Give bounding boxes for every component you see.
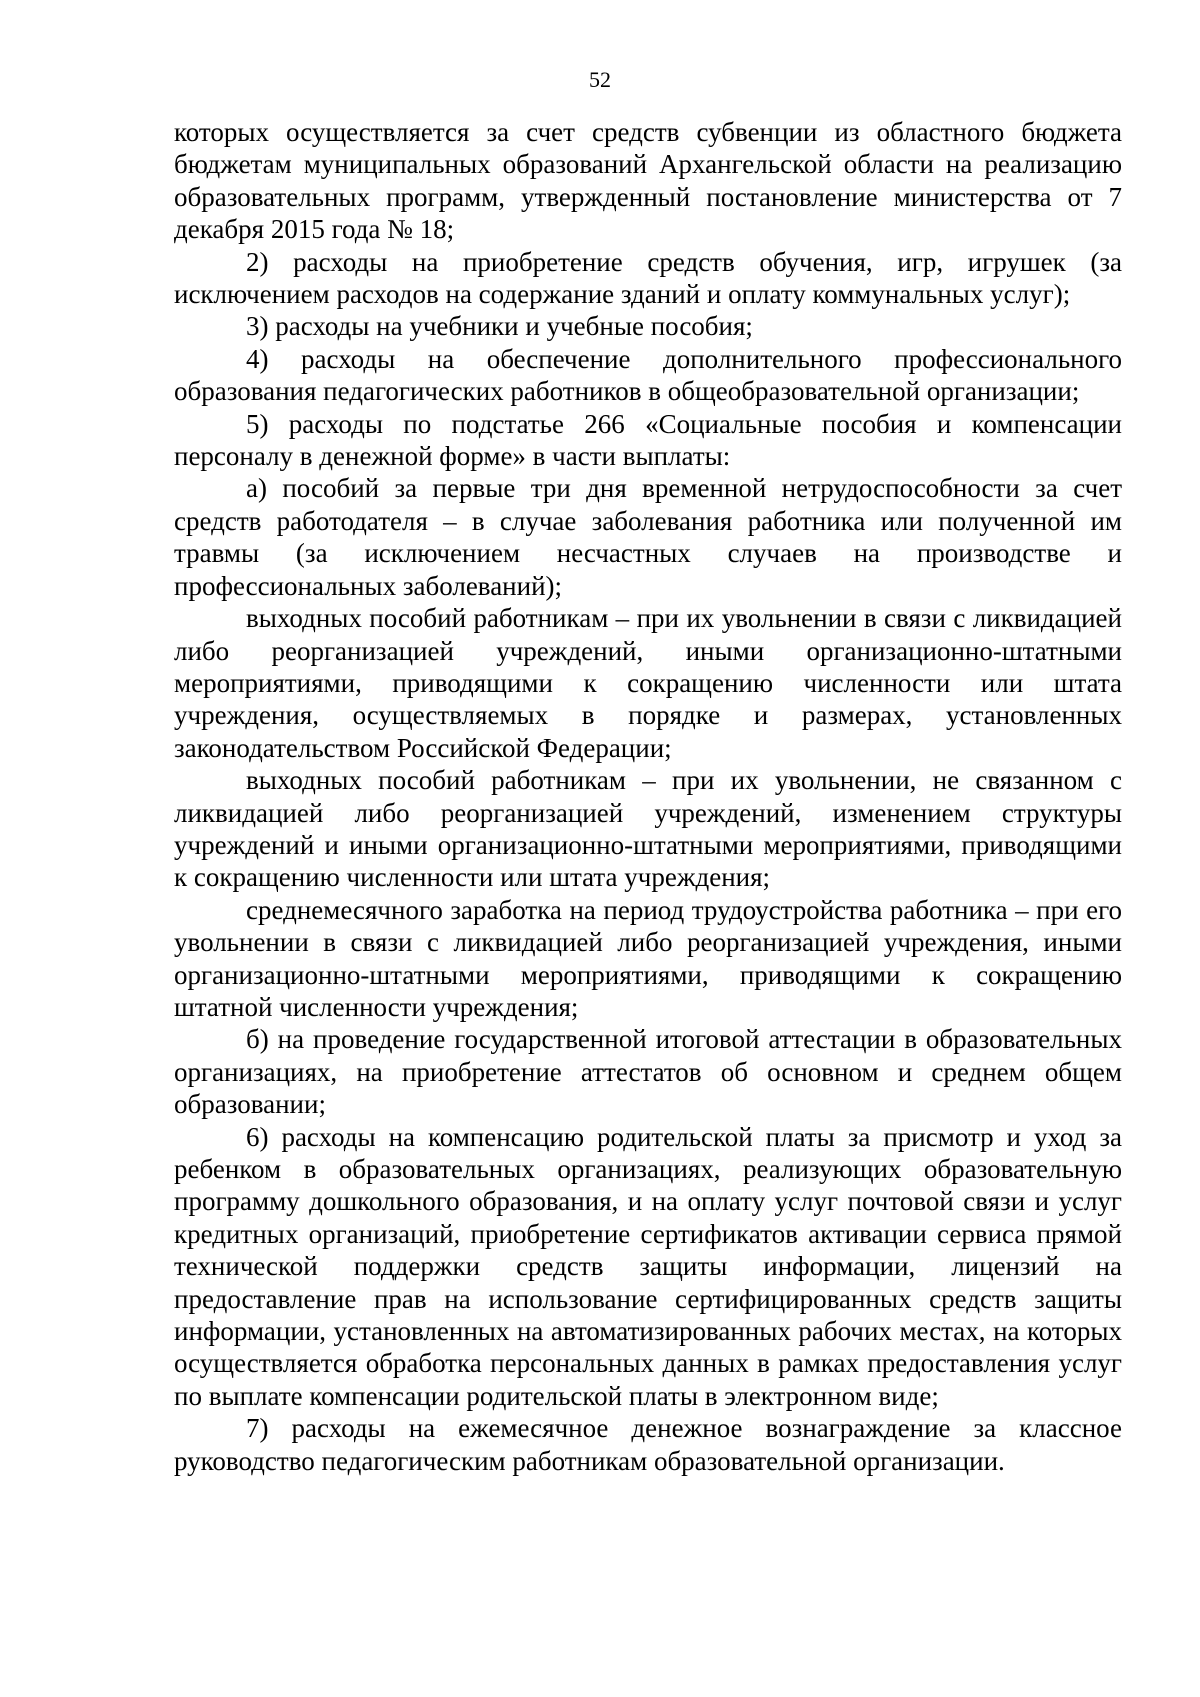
paragraph: 5) расходы по подстатье 266 «Социальные пособия и компенсации персоналу в денежной форме» в части выплаты: xyxy=(174,408,1122,472)
page-number: 52 xyxy=(589,67,611,92)
paragraph: б) на проведение государственной итоговой аттестации в образовательных организациях, на приобретение аттестатов об основном и среднем общем образовании; xyxy=(174,1024,1122,1120)
paragraph: 6) расходы на компенсацию родительской платы за присмотр и уход за ребенком в образовательных организациях, реализующих образовательную программу дошкольного образования, и на оплату услуг почтовой связи и услуг кредитных организаций, приобретение сертификатов активации сервиса прямой технической поддержки средств защиты информации, лицензий на предоставление прав на использование сертифицированных средств защиты информации, установленных на автоматизированных рабочих местах, на которых осуществляется обработка персональных данных в рамках предоставления услуг по выплате компенсации родительской платы в электронном виде; xyxy=(174,1121,1122,1411)
paragraph: которых осуществляется за счет средств субвенции из областного бюджета бюджетам муниципальных образований Архангельской области на реализацию образовательных программ, утвержденный постановление министерства от 7 декабря 2015 года № 18; xyxy=(174,117,1122,245)
paragraph: 2) расходы на приобретение средств обучения, игр, игрушек (за исключением расходов на содержание зданий и оплату коммунальных услуг); xyxy=(174,246,1122,310)
paragraph: 4) расходы на обеспечение дополнительного профессионального образования педагогических работников в общеобразовательной организации; xyxy=(174,343,1122,407)
paragraph: 7) расходы на ежемесячное денежное вознаграждение за классное руководство педагогическим работникам образовательной организации. xyxy=(174,1413,1122,1476)
paragraph: 3) расходы на учебники и учебные пособия; xyxy=(246,311,753,342)
paragraph: выходных пособий работникам – при их увольнении в связи с ликвидацией либо реорганизацией учреждений, иными организационно-штатными мероприятиями, приводящими к сокращению численности или штата учреждения, осуществляемых в порядке и размерах, установленных законодательством Российской Федерации; xyxy=(174,603,1122,763)
paragraph: а) пособий за первые три дня временной нетрудоспособности за счет средств работодателя – в случае заболевания работника или полученной им травмы (за исключением несчастных случаев на производстве и профессиональных заболеваний); xyxy=(174,473,1122,601)
paragraph: выходных пособий работникам – при их увольнении, не связанном с ликвидацией либо реорганизацией учреждений, изменением структуры учреждений и иными организационно-штатными мероприятиями, приводящими к сокращению численности или штата учреждения; xyxy=(174,765,1122,893)
paragraph: среднемесячного заработка на период трудоустройства работника – при его увольнении в связи с ликвидацией либо реорганизацией учреждения, иными организационно-штатными мероприятиями, приводящими к сокращению штатной численности учреждения; xyxy=(174,894,1122,1022)
document-body xyxy=(174,116,1122,1477)
